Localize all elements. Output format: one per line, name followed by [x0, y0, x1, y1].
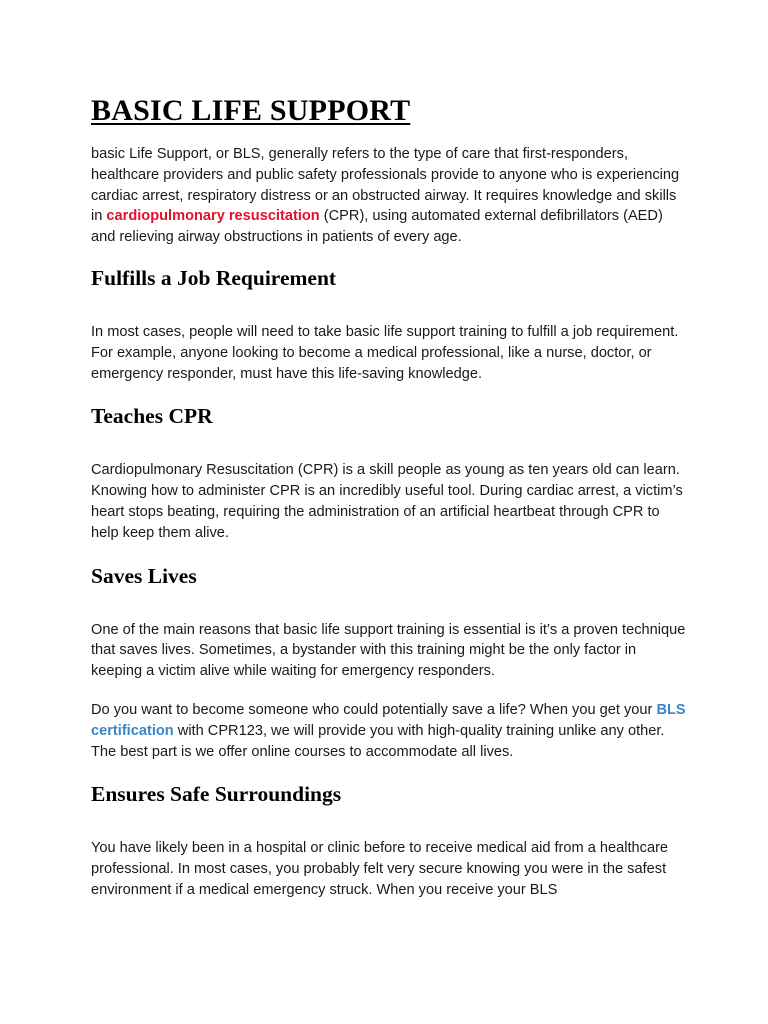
- heading-safe-surroundings: Ensures Safe Surroundings: [91, 782, 342, 807]
- job-requirement-paragraph: In most cases, people will need to take basic life support training to fulfill a job requirement. For example, anyone looking to become a medical professional, like a nurse, doctor, or emergency responder, must have this life-saving knowledge.: [91, 323, 679, 382]
- bls-certification-link[interactable]: BLS certification: [91, 701, 686, 739]
- bls-certification-paragraph: [91, 700, 691, 762]
- intro-paragraph: [91, 144, 691, 248]
- bls-text-before: Do you want to become someone who could potentially save a life? When you get your: [91, 701, 657, 718]
- teaches-cpr-paragraph: Cardiopulmonary Resuscitation (CPR) is a skill people as young as ten years old can learn. Knowing how to administer CPR is an incredibly useful tool. During cardiac arrest, a victim’s heart stops beating, requiring the administration of an artificial heartbeat through CPR to help keep them alive.: [91, 462, 683, 541]
- cpr-link[interactable]: cardiopulmonary resuscitation: [106, 208, 320, 225]
- heading-teaches-cpr: Teaches CPR: [91, 404, 213, 429]
- saves-lives-paragraph: One of the main reasons that basic life support training is essential is it’s a proven technique that saves lives. Sometimes, a bystander with this training might be the only factor in keeping a victim alive while waiting for emergency responders.: [91, 621, 686, 680]
- intro-text-before: basic Life Support, or BLS, generally refers to the type of care that first-responders, healthcare providers and public safety professionals provide to anyone who is experiencing cardiac arrest, respiratory distress or an obstructed airway. It requires knowledge and skills in: [91, 146, 680, 225]
- safe-surroundings-paragraph: You have likely been in a hospital or clinic before to receive medical aid from a healthcare professional. In most cases, you probably felt very secure knowing you were in the safest environment if a medical emergency struck. When you receive your BLS: [91, 840, 669, 898]
- page-title: BASIC LIFE SUPPORT: [91, 94, 411, 127]
- document-page: [91, 92, 691, 901]
- heading-job-requirement: Fulfills a Job Requirement: [91, 265, 337, 290]
- intro-text-after: (CPR), using automated external defibrillators (AED) and relieving airway obstructions in patients of every age.: [91, 208, 663, 246]
- heading-saves-lives: Saves Lives: [91, 563, 197, 588]
- bls-text-after: with CPR123, we will provide you with high-quality training unlike any other. The best part is we offer online courses to accommodate all lives.: [91, 722, 665, 760]
